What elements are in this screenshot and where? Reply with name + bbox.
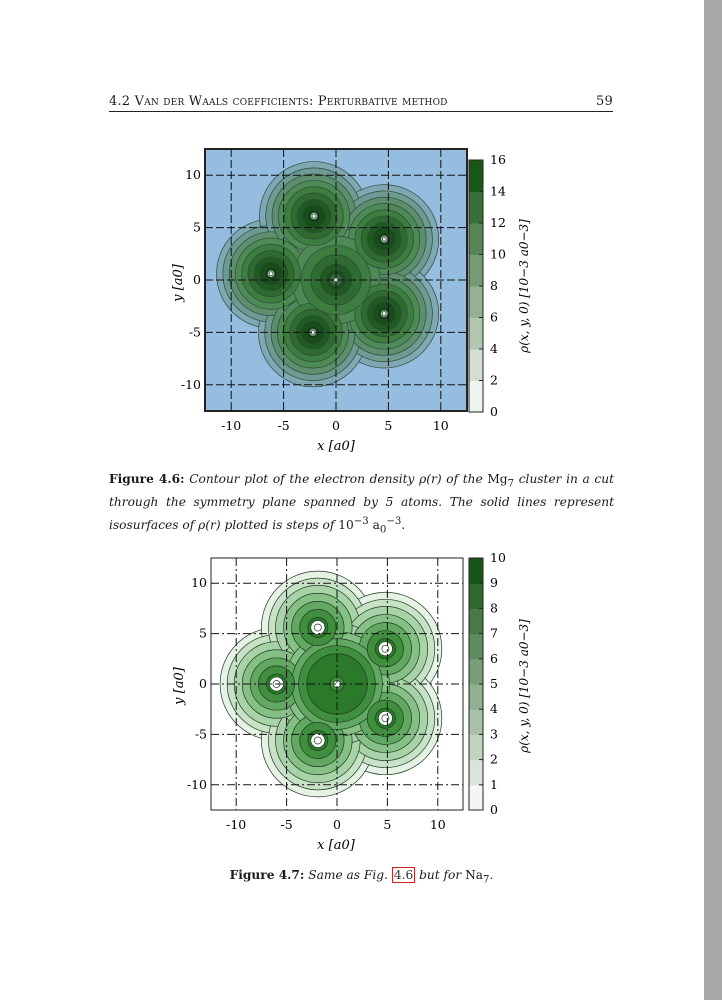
colorbar [469,550,506,817]
colorbar-segment [469,734,483,760]
x-tick-label: 0 [332,418,340,433]
colorbar-tick-label: 3 [490,726,498,742]
caption-label: Figure 4.6: [109,472,185,486]
x-tick-label: 0 [333,817,341,832]
caption-step: 10 [338,518,354,533]
atom-core-contour [314,624,321,631]
y-tick-label: -5 [188,324,201,340]
caption-species: Na [465,868,484,882]
x-tick-label: 5 [383,817,392,832]
colorbar-segment [469,583,483,609]
figure-4-7-caption [109,866,614,889]
colorbar-tick-label: 7 [490,625,498,641]
caption-text: of the [446,472,483,486]
colorbar-tick-label: 14 [490,183,506,199]
x-tick-label: -5 [280,817,293,832]
colorbar-tick-label: 9 [490,575,498,591]
atom-core-contour [382,312,386,316]
colorbar-tick-label: 6 [490,650,498,666]
atom-core-contour [312,214,316,218]
colorbar-tick-label: 10 [490,550,506,565]
caption-text: cluster in a cut through the symmetry plane spanned by 5 atoms. The solid lines represent isosurfaces of [109,472,614,533]
colorbar-segment [469,223,483,255]
colorbar-tick-label: 0 [490,404,498,419]
colorbar-tick-label: 5 [490,676,498,691]
x-axis-label: x [a0] [317,439,355,454]
atom-core-contour [269,272,273,276]
section-title: 4.2 Van der Waals coefficients: Perturbative method [109,94,448,109]
caption-unit-sub: 0 [379,524,387,536]
colorbar-tick-label: 6 [490,309,498,325]
x-tick-label: -5 [277,418,290,433]
colorbar-segment [469,684,483,710]
y-tick-label: 0 [199,676,207,691]
colorbar-tick-label: 2 [490,372,498,388]
atom-core-contour [382,645,389,652]
figure-4-6 [171,149,531,454]
caption-label: Figure 4.7: [229,868,305,882]
colorbar-segment [469,709,483,735]
colorbar-tick-label: 8 [490,600,498,616]
colorbar-segment [469,558,483,584]
colorbar-segment [469,286,483,318]
y-tick-label: 10 [191,575,207,591]
colorbar-segment [469,381,483,413]
caption-species-sub: 7 [507,478,515,490]
colorbar-segment [469,760,483,786]
y-tick-label: 5 [199,625,207,641]
colorbar-tick-label: 8 [490,278,498,293]
colorbar-segment [469,192,483,224]
y-tick-label: 10 [185,167,201,183]
caption-unit-exp: −3 [386,516,402,528]
figure-4-7 [172,550,531,853]
caption-step-exp: −3 [353,516,369,528]
page-number: 59 [596,94,613,109]
figure-reference-link[interactable]: 4.6 [393,868,414,882]
colorbar-segment [469,318,483,350]
caption-end: . [401,518,406,533]
colorbar-tick-label: 4 [490,701,498,717]
colorbar-segment [469,349,483,381]
caption-text: Same as Fig. [308,868,388,882]
colorbar-segment [469,634,483,660]
caption-unit: a [372,518,380,533]
x-tick-label: -10 [221,418,242,433]
x-tick-label: -10 [226,817,247,832]
colorbar-tick-label: 10 [490,246,506,262]
caption-text: but for [419,868,462,882]
colorbar-segment [469,160,483,192]
colorbar-segment [469,659,483,685]
caption-rho: ρ(r) [419,472,442,486]
colorbar-tick-label: 4 [490,341,498,356]
colorbar-segment [469,785,483,811]
figure-4-6-caption [109,470,614,540]
atom-core-contour [314,737,321,744]
colorbar-tick-label: 16 [490,152,506,167]
colorbar-segment [469,608,483,634]
colorbar-segment [469,255,483,287]
y-axis-label: y [a0] [172,667,187,705]
y-tick-label: -5 [194,726,207,742]
y-tick-label: -10 [186,776,207,792]
colorbar [469,152,506,419]
y-tick-label: -10 [180,376,201,392]
colorbar-tick-label: 0 [490,802,498,817]
y-axis-label: y [a0] [171,264,186,302]
colorbar-tick-label: 12 [490,215,506,230]
colorbar-label: ρ(x, y, 0) [10−3 a0−3] [517,619,531,753]
x-tick-label: 5 [384,418,393,433]
caption-text: plotted is steps of [224,518,335,533]
colorbar-label: ρ(x, y, 0) [10−3 a0−3] [517,219,531,353]
y-tick-label: 5 [193,219,201,235]
caption-end: . [489,868,494,882]
colorbar-tick-label: 1 [490,776,498,792]
caption-species-sub: 7 [483,874,490,886]
y-tick-label: 0 [193,272,201,287]
caption-rho: ρ(r) [198,518,221,533]
caption-text: Contour plot of the electron density [189,472,415,486]
x-axis-label: x [a0] [317,838,355,853]
colorbar-tick-label: 2 [490,751,498,767]
x-tick-label: 10 [432,418,449,433]
atom-core-contour [382,237,386,241]
x-tick-label: 10 [429,817,446,832]
caption-species: Mg [487,472,508,486]
